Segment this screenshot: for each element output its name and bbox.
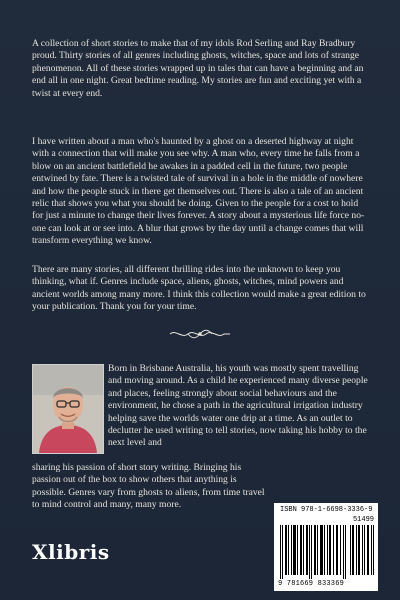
isbn-barcode: [274, 503, 378, 591]
isbn-label: ISBN 978-1-6698-3336-9: [280, 506, 373, 514]
flourish-divider-icon: [168, 327, 232, 341]
blurb-paragraph-2: I have written about a man who's haunted by a ghost on a deserted highway at night with a connection that will make you see why. A man who, every time he falls from a blow on an ancient battlefield he awakes in a padded cell in the future, two people entwined by fate. There is a twisted tale of survival in a hole in the middle of nowhere and how the people stuck in there get themselves out. There is also a tale of an ancient relic that shows you what you should be doing. Given to the people for a cost to hold for just a minute to change their lives forever. A story about a mysterious life force no-one can look at or see into. A blur that grows by the day until a change comes that will transform everything we know.: [32, 136, 365, 247]
ean-digits: 9 781669 833369: [278, 580, 345, 588]
ean-barcode-bars: [280, 525, 346, 579]
author-bio-text: Born in Brisbane Australia, his youth was mostly spent travelling and moving around. As a child he experienced many diverse people and places, feeling strongly about social behaviours and the environment, he chose a path in the agricultural irrigation industry helping save the worlds water one drip at a time. As an outlet to declutter he used writing to tell stories, now taking his hobby to the next level and: [108, 363, 368, 449]
price-code: 51499: [352, 516, 374, 524]
price-barcode-bars: [350, 525, 374, 579]
publisher-logo: Xlibris: [32, 540, 110, 564]
author-photo: [32, 364, 104, 454]
author-bio-continued: sharing his passion of short story writing. Bringing his passion out of the box to show others that anything is possible. Genres vary from ghosts to aliens, from time travel to mind control and many, many more.: [32, 462, 265, 511]
blurb-paragraph-3: There are many stories, all different thrilling rides into the unknown to keep you thinking, what if. Genres include space, aliens, ghosts, witches, mind powers and ancient worlds among many more. I think this collection would make a great edition to your publication. Thank you for your time.: [32, 264, 366, 313]
blurb-paragraph-1: A collection of short stories to make that of my idols Rod Serling and Ray Bradbury proud. Thirty stories of all genres including ghosts, witches, space and lots of strange phenomenon. All of these stories wrapped up in tales that can have a beginning and an end all in one night. Great bedtime reading. My stories are fun and exciting yet with a twist at every end.: [32, 38, 364, 99]
